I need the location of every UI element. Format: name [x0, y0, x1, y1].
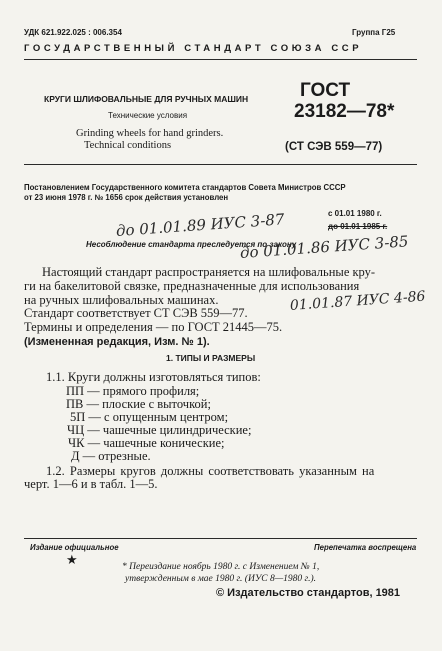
publisher: © Издательство стандартов, 1981 [216, 587, 401, 599]
intro-line-3: на ручных шлифовальных машинах. [24, 293, 219, 307]
intro-line-1: Настоящий стандарт распространяется на шлифовальные кру- [42, 265, 376, 279]
type-item: Д — отрезные. [71, 449, 151, 463]
handwritten-note-2: до 01.01.86 ИУС 3-85 [239, 232, 409, 262]
star-icon: ★ [66, 552, 78, 567]
validity-from: с 01.01 1980 г. [328, 209, 382, 218]
terms-reference: Термины и определения — по ГОСТ 21445—75. [24, 320, 283, 334]
cmea-compliance: Стандарт соответствует СТ СЭВ 559—77. [24, 306, 248, 320]
footer-rule [24, 538, 417, 539]
official-edition: Издание официальное [30, 543, 119, 552]
item-1-1: 1.1. Круги должны изготовляться типов: [46, 370, 261, 384]
header-rule [24, 59, 417, 60]
title-rule [24, 164, 417, 165]
item-1-2-line1: 1.2. Размеры кругов должны соответствовать указанным на [46, 464, 375, 478]
type-item: ПВ — плоские с выточкой; [66, 397, 211, 411]
reprint-notice: Перепечатка воспрещена [314, 543, 417, 552]
reissue-line1: * Переиздание ноябрь 1980 г. с Изменением № 1, [122, 562, 320, 572]
intro-line-2: ги на бакелитовой связке, предназначенные для использования [24, 279, 360, 293]
subtitle-en: Technical conditions [84, 140, 172, 151]
cmea-standard: (СТ СЭВ 559—77) [285, 141, 383, 153]
udk-code: УДК 621.922.025 : 006.354 [24, 28, 122, 37]
group-code: Группа Г25 [352, 28, 396, 37]
handwritten-note-1: до 01.01.89 ИУС 3-87 [115, 210, 285, 240]
item-1-2-line2: черт. 1—6 и в табл. 1—5. [24, 477, 158, 491]
type-item: 5П — с опущенным центром; [70, 410, 229, 424]
title-en: Grinding wheels for hand grinders. [76, 128, 224, 139]
handwritten-note-3: 01.01.87 ИУС 4-86 [289, 288, 426, 314]
gost-label: ГОСТ [300, 80, 351, 101]
section-heading: 1. ТИПЫ И РАЗМЕРЫ [166, 353, 256, 363]
title-ru: КРУГИ ШЛИФОВАЛЬНЫЕ ДЛЯ РУЧНЫХ МАШИН [44, 94, 249, 104]
type-item: ЧК — чашечные конические; [68, 436, 225, 450]
gost-number: 23182—78* [294, 101, 395, 122]
decree-line1: Постановлением Государственного комитета стандартов Совета Министров СССР [24, 183, 346, 192]
revision-note: (Измененная редакция, Изм. № 1). [24, 336, 210, 348]
standard-type-banner: ГОСУДАРСТВЕННЫЙ СТАНДАРТ СОЮЗА ССР [24, 43, 363, 54]
reissue-line2: утвержденным в мае 1980 г. (ИУС 8—1980 г.). [125, 574, 317, 584]
type-item: ЧЦ — чашечные цилиндрические; [67, 423, 252, 437]
decree-line2: от 23 июня 1978 г. № 1656 срок действия установлен [24, 193, 229, 202]
validity-to: до 01.01 1985 г. [328, 222, 388, 231]
type-item: ПП — прямого профиля; [66, 384, 200, 398]
compliance-note: Несоблюдение стандарта преследуется по закону [86, 240, 297, 249]
subtitle-ru: Технические условия [108, 111, 188, 120]
